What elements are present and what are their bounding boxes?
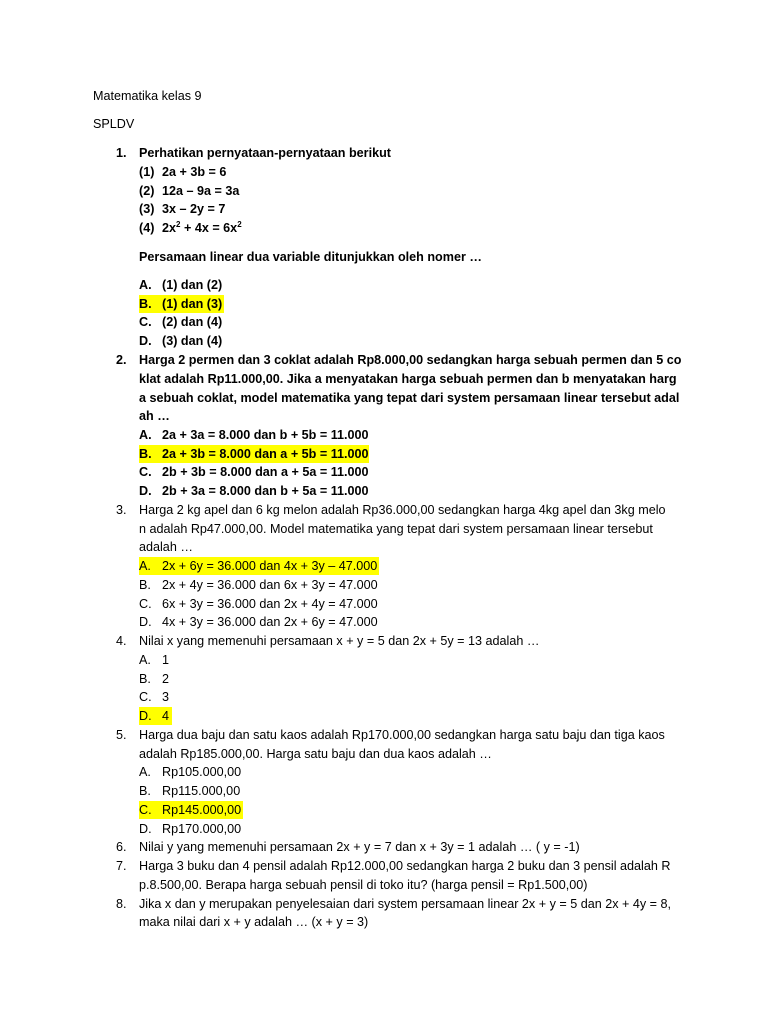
option-text: Rp105.000,00 [162, 765, 242, 779]
question-number: 5. [116, 728, 127, 742]
option-text-correct: 2x + 6y = 36.000 dan 4x + 3y – 47.000 [162, 559, 378, 573]
statement-text: 2a + 3b = 6 [162, 165, 227, 179]
option-text: 6x + 3y = 36.000 dan 2x + 4y = 47.000 [162, 597, 378, 611]
statement-text: 12a – 9a = 3a [162, 184, 240, 198]
question-number: 6. [116, 840, 127, 854]
question-line: Harga 3 buku dan 4 pensil adalah Rp12.000,00 sedangkan harga 2 buku dan 3 pensil adalah R [139, 859, 671, 873]
option-letter: A. [139, 428, 152, 442]
option-text: 2 [162, 672, 170, 686]
option-text: 2b + 3a = 8.000 dan b + 5a = 11.000 [162, 484, 369, 498]
option-letter: D. [139, 615, 152, 629]
option-letter: B. [139, 784, 151, 798]
option-text: 2x + 4y = 36.000 dan 6x + 3y = 47.000 [162, 578, 378, 592]
statement-text: 3x – 2y = 7 [162, 202, 226, 216]
question-line: Jika x dan y merupakan penyelesaian dari system persamaan linear 2x + y = 5 dan 2x + 4y = 8, [139, 897, 672, 911]
option-letter: D. [139, 334, 152, 348]
option-letter: A. [139, 653, 151, 667]
subject-heading: Matematika kelas 9 [93, 89, 202, 103]
option-text-correct: (1) dan (3) [162, 297, 223, 311]
question-number: 2. [116, 353, 127, 367]
option-letter: C. [139, 597, 152, 611]
question-line: ah … [139, 409, 170, 423]
option-a [139, 276, 152, 295]
topic-heading: SPLDV [93, 117, 135, 131]
option-letter: C. [139, 465, 152, 479]
option-text-correct: 2a + 3b = 8.000 dan a + 5b = 11.000 [162, 447, 369, 461]
question-number: 1. [116, 146, 127, 160]
option-letter: C. [139, 803, 152, 817]
option-letter: B. [139, 672, 151, 686]
option-letter: C. [139, 315, 152, 329]
question-number: 4. [116, 634, 127, 648]
option-letter: D. [139, 484, 152, 498]
option-letter: B. [139, 578, 151, 592]
statement-label: (1) [139, 165, 155, 179]
statement-text [162, 219, 242, 238]
statement-label: (3) [139, 202, 155, 216]
question-line: p.8.500,00. Berapa harga sebuah pensil di toko itu? (harga pensil = Rp1.500,00) [139, 878, 588, 892]
question-line: Harga 2 permen dan 3 coklat adalah Rp8.000,00 sedangkan harga sebuah permen dan 5 co [139, 353, 682, 367]
question-line: adalah Rp185.000,00. Harga satu baju dan dua kaos adalah … [139, 747, 492, 761]
option-letter: A. [139, 559, 151, 573]
exponent: 2 [176, 220, 181, 229]
question-line: Nilai x yang memenuhi persamaan x + y = 5 dan 2x + 5y = 13 adalah … [139, 634, 540, 648]
question-line: n adalah Rp47.000,00. Model matematika yang tepat dari system persamaan linear tersebut [139, 522, 653, 536]
option-text: Rp115.000,00 [162, 784, 241, 798]
option-text: 3 [162, 690, 170, 704]
option-text: (1) dan (2) [162, 278, 223, 292]
question-number: 7. [116, 859, 127, 873]
question-line: Harga 2 kg apel dan 6 kg melon adalah Rp36.000,00 sedangkan harga 4kg apel dan 3kg melo [139, 503, 666, 517]
option-text: 2a + 3a = 8.000 dan b + 5b = 11.000 [162, 428, 369, 442]
statement-label: (4) [139, 221, 155, 235]
option-letter: A. [139, 765, 151, 779]
option-letter: D. [139, 822, 152, 836]
question-prompt: Persamaan linear dua variable ditunjukkan oleh nomer … [139, 250, 482, 264]
question-line: adalah … [139, 540, 193, 554]
option-text: (3) dan (4) [162, 334, 223, 348]
option-letter: D. [139, 709, 152, 723]
option-text: 1 [162, 653, 170, 667]
question-number: 8. [116, 897, 127, 911]
question-line: a sebuah coklat, model matematika yang tepat dari system persamaan linear tersebut adal [139, 391, 680, 405]
option-letter: B. [139, 447, 152, 461]
question-line: maka nilai dari x + y adalah … (x + y = 3) [139, 915, 369, 929]
option-text: 2b + 3b = 8.000 dan a + 5a = 11.000 [162, 465, 369, 479]
question-line: klat adalah Rp11.000,00. Jika a menyatakan harga sebuah permen dan b menyatakan harg [139, 372, 677, 386]
question-intro: Perhatikan pernyataan-pernyataan berikut [139, 146, 391, 160]
option-text-correct: 4 [162, 709, 170, 723]
exponent: 2 [237, 220, 242, 229]
question-line: Nilai y yang memenuhi persamaan 2x + y = 7 dan x + 3y = 1 adalah … ( y = -1) [139, 840, 580, 854]
term: 2x [162, 221, 177, 235]
option-text: Rp170.000,00 [162, 822, 242, 836]
option-letter: B. [139, 297, 152, 311]
statement-label: (2) [139, 184, 155, 198]
question-line: Harga dua baju dan satu kaos adalah Rp170.000,00 sedangkan harga satu baju dan tiga kaos [139, 728, 665, 742]
option-letter: C. [139, 690, 152, 704]
option-letter: A. [139, 278, 152, 292]
option-text: 4x + 3y = 36.000 dan 2x + 6y = 47.000 [162, 615, 378, 629]
option-text-correct: Rp145.000,00 [162, 803, 242, 817]
option-text: (2) dan (4) [162, 315, 223, 329]
term: + 4x = 6x [180, 221, 238, 235]
question-number: 3. [116, 503, 127, 517]
